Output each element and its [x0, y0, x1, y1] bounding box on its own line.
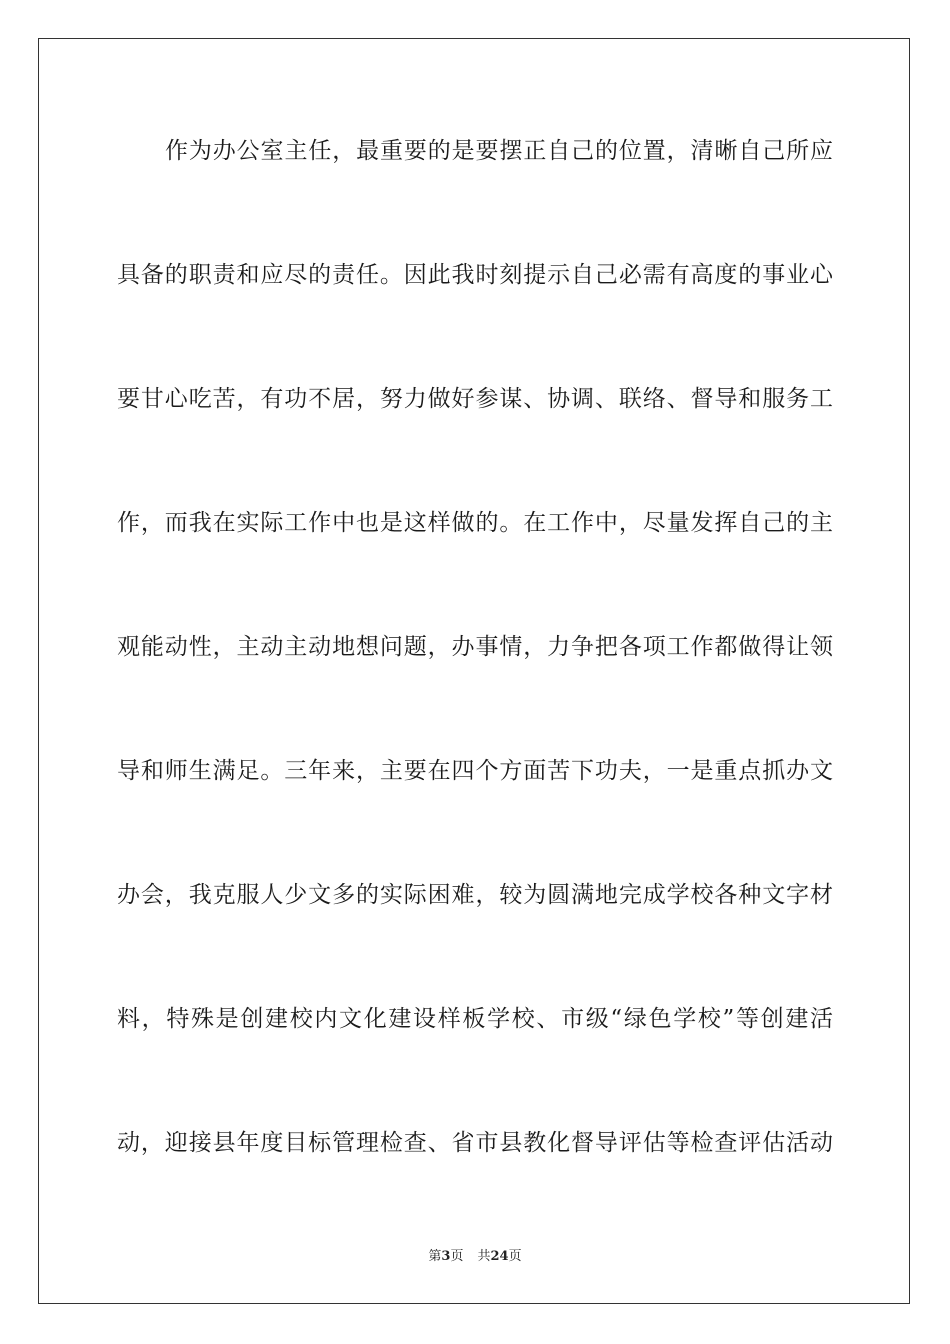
page-suffix: 页 — [450, 1249, 464, 1264]
paragraph-line-4: 作，而我在实际工作中也是这样做的。在工作中，尽量发挥自己的主 — [117, 510, 833, 536]
paragraph-line-9: 动，迎接县年度目标管理检查、省市县教化督导评估等检查评估活动 — [117, 1130, 833, 1156]
total-suffix: 页 — [508, 1249, 522, 1264]
paragraph-line-1: 作为办公室主任，最重要的是要摆正自己的位置，清晰自己所应 — [165, 138, 833, 164]
page-number: 3 — [441, 1249, 451, 1264]
paragraph-line-5: 观能动性，主动主动地想问题，办事情，力争把各项工作都做得让领 — [117, 634, 833, 660]
paragraph-line-7: 办会，我克服人少文多的实际困难，较为圆满地完成学校各种文字材 — [117, 882, 833, 908]
total-prefix: 共 — [477, 1249, 491, 1264]
paragraph-line-6: 导和师生满足。三年来，主要在四个方面苦下功夫，一是重点抓办文 — [117, 758, 833, 784]
paragraph-line-2: 具备的职责和应尽的责任。因此我时刻提示自己必需有高度的事业心 — [117, 262, 833, 288]
page-prefix: 第 — [428, 1249, 442, 1264]
paragraph-line-8: 料，特殊是创建校内文化建设样板学校、市级“绿色学校”等创建活 — [117, 1006, 833, 1032]
page-footer — [0, 1248, 950, 1266]
paragraph-line-3: 要甘心吃苦，有功不居，努力做好参谋、协调、联络、督导和服务工 — [117, 386, 833, 412]
total-pages: 24 — [490, 1249, 509, 1264]
page-border — [38, 38, 910, 1304]
